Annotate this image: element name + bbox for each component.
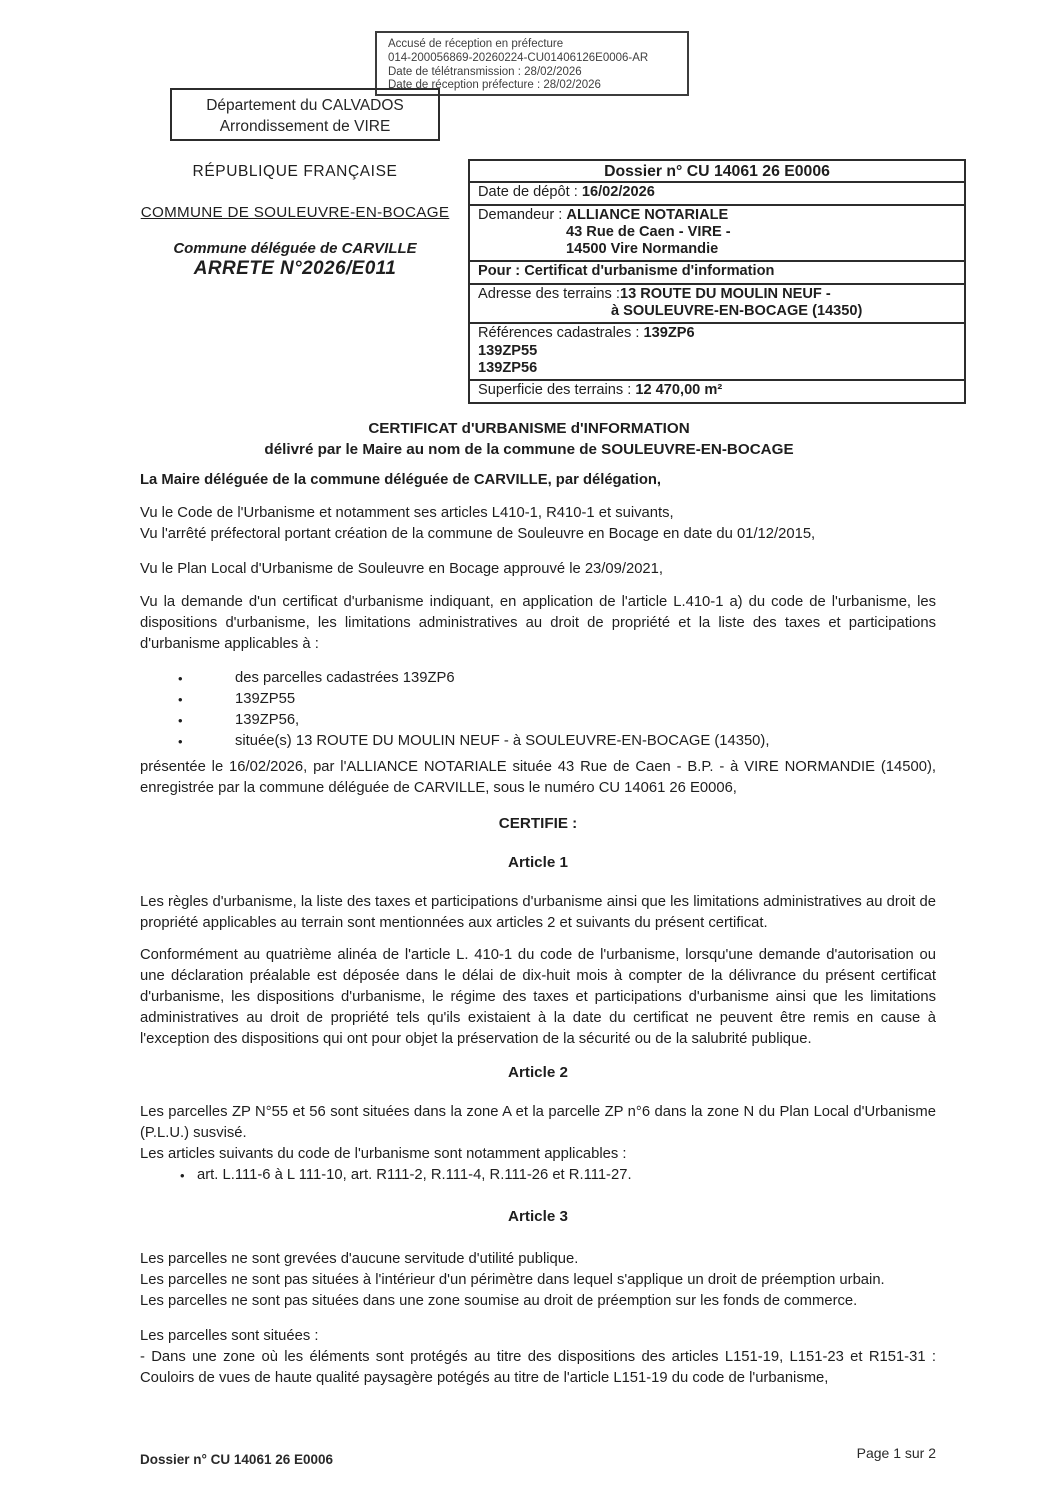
stamp-line-3: Date de télétransmission : 28/02/2026 [388, 65, 582, 78]
presentee-paragraph: présentée le 16/02/2026, par l'ALLIANCE NOTARIALE située 43 Rue de Caen - B.P. - à VIRE NORMANDIE (14500), enregistrée par la commune déléguée de CARVILLE, sous le numéro CU 14061 26 E0006, [140, 759, 936, 796]
references-value-2: 139ZP55 [478, 342, 538, 359]
adresse-value-2: à SOULEUVRE-EN-BOCAGE (14350) [611, 303, 863, 320]
situ-detail-line: - Dans une zone où les éléments sont protégés au titre des dispositions des articles L151-19, L151-23 et R151-31 : Couloirs de vues de haute qualité paysagère potégés au titre de l'article L151-19 du code de l'urbanisme, [140, 1349, 936, 1386]
dossier-table [468, 159, 966, 404]
references-line [478, 325, 958, 342]
department-line: Département du CALVADOS [206, 97, 404, 114]
demandeur-address-2: 14500 Vire Normandie [566, 241, 719, 258]
parcel-item: • 139ZP55 [140, 689, 936, 710]
footer-page-number: Page 1 sur 2 [856, 1445, 936, 1461]
article3-paragraph-2: Les parcelles ne sont pas situées à l'intérieur d'un périmètre dans lequel s'applique un droit de préemption urbain. [140, 1272, 885, 1288]
table-row-references [470, 322, 964, 379]
article3-heading: Article 3 [508, 1208, 568, 1225]
certifie-heading: CERTIFIE : [498, 815, 578, 832]
references-label: Références cadastrales : [478, 325, 644, 342]
article2-paragraph-2: Les articles suivants du code de l'urbanisme sont notamment applicables : [140, 1146, 627, 1162]
parcel-item: • située(s) 13 ROUTE DU MOULIN NEUF - à SOULEUVRE-EN-BOCAGE (14350), [140, 731, 936, 752]
demandeur-value: ALLIANCE NOTARIALE [566, 206, 729, 223]
arrondissement-line: Arrondissement de VIRE [219, 118, 391, 135]
commune-title: COMMUNE DE SOULEUVRE-EN-BOCAGE [140, 204, 450, 221]
certificate-title [129, 418, 929, 460]
intro-paragraph: La Maire déléguée de la commune déléguée de CARVILLE, par délégation, [140, 472, 662, 488]
article1-heading: Article 1 [508, 854, 568, 871]
parcel-item: • 139ZP56, [140, 710, 936, 731]
dossier-table-title: Dossier n° CU 14061 26 E0006 [604, 163, 830, 180]
article1-paragraph-2: Conformément au quatrième alinéa de l'article L. 410-1 du code de l'urbanisme, lorsqu'une demande d'autorisation ou une déclaration préalable est déposée dans le délai de dix-huit mois à compter de la délivrance du présent certificat d'urbanisme, les dispositions d'urbanisme, le régime des taxes et participations d'urbanisme ainsi que les limitations administratives au droit de propriété tels qu'ils existaient à la date du certificat ne peuvent être remis en cause à l'exception des dispositions qui ont pour objet la préservation de la sécurité ou de la salubrité publique. [140, 947, 936, 1047]
pour-label: Pour : [478, 263, 525, 280]
prefecture-receipt-stamp [375, 31, 689, 96]
commune-deleguee-title: Commune déléguée de CARVILLE [173, 240, 417, 257]
document-body [140, 470, 936, 1389]
demandeur-label: Demandeur : [478, 206, 567, 223]
depot-value: 16/02/2026 [581, 184, 655, 201]
table-row-demandeur [470, 204, 964, 261]
article3-paragraph-3: Les parcelles ne sont pas situées dans une zone soumise au droit de préemption sur les fonds de commerce. [140, 1293, 858, 1309]
article3-paragraph-1: Les parcelles ne sont grevées d'aucune servitude d'utilité publique. [140, 1251, 579, 1267]
vu-arrete-prefectoral: Vu l'arrêté préfectoral portant création de la commune de Souleuvre en Bocage en date du 01/12/2015, [140, 526, 816, 542]
adresse-value-1: 13 ROUTE DU MOULIN NEUF - [619, 285, 831, 302]
references-value-3: 139ZP56 [478, 359, 538, 376]
vu-code-urbanisme: Vu le Code de l'Urbanisme et notamment ses articles L410-1, R410-1 et suivants, [140, 505, 674, 521]
parcel-item: • des parcelles cadastrées 139ZP6 [140, 668, 936, 689]
demandeur-address-1: 43 Rue de Caen - VIRE - [566, 223, 731, 240]
certificate-title-line-2: délivré par le Maire au nom de la commune de SOULEUVRE-EN-BOCAGE [264, 441, 794, 458]
table-row-adresse [470, 283, 964, 323]
stamp-line-4: Date de réception préfecture : 28/02/2026 [388, 79, 601, 92]
superficie-label: Superficie des terrains : [478, 382, 636, 399]
demandeur-line [478, 207, 958, 224]
arrete-number: ARRETE N°2026/E011 [193, 258, 397, 279]
adresse-line-1 [478, 286, 958, 303]
vu-plu: Vu le Plan Local d'Urbanisme de Souleuvre en Bocage approuvé le 23/09/2021, [140, 561, 663, 577]
pour-value: Certificat d'urbanisme d'information [524, 263, 775, 280]
article2-heading: Article 2 [508, 1064, 568, 1081]
vu-demande: Vu la demande d'un certificat d'urbanisme indiquant, en application de l'article L.410-1 a) du code de l'urbanisme, les dispositions d'urbanisme, les limitations administratives au droit de propriété et la liste des taxes et participations d'urbanisme applicables à : [140, 594, 936, 652]
references-value-1: 139ZP6 [643, 325, 695, 342]
article2-bullet: • art. L.111-6 à L 111-10, art. R111-2, R.111-4, R.111-26 et R.111-27. [140, 1165, 936, 1186]
stamp-line-2: 014-200056869-20260224-CU01406126E0006-AR [388, 51, 649, 64]
table-row-depot [470, 181, 964, 203]
vu-block-1 [140, 503, 936, 545]
department-box [170, 88, 440, 141]
table-row-superficie [470, 379, 964, 401]
table-row-pour [470, 260, 964, 282]
article3-paragraph-4 [140, 1326, 936, 1389]
republic-title: RÉPUBLIQUE FRANÇAISE [192, 163, 398, 180]
left-header [123, 163, 467, 280]
stamp-line-1: Accusé de réception en préfecture [388, 38, 564, 50]
situ-intro-line: Les parcelles sont situées : [140, 1328, 319, 1344]
parcel-list [140, 668, 936, 752]
article2-paragraph-1: Les parcelles ZP N°55 et 56 sont situées dans la zone A et la parcelle ZP n°6 dans la zone N du Plan Local d'Urbanisme (P.L.U.) susvisé. [140, 1104, 936, 1141]
certificate-title-line-1: CERTIFICAT d'URBANISME d'INFORMATION [368, 420, 690, 437]
footer-dossier-number: Dossier n° CU 14061 26 E0006 [140, 1452, 334, 1467]
superficie-value: 12 470,00 m² [635, 382, 723, 399]
adresse-label: Adresse des terrains : [478, 285, 620, 302]
depot-label: Date de dépôt : [478, 184, 582, 201]
article1-paragraph-1: Les règles d'urbanisme, la liste des taxes et participations d'urbanisme ainsi que les limitations administratives au droit de propriété applicables au terrain sont mentionnées aux articles 2 et suivants du présent certificat. [140, 894, 936, 931]
